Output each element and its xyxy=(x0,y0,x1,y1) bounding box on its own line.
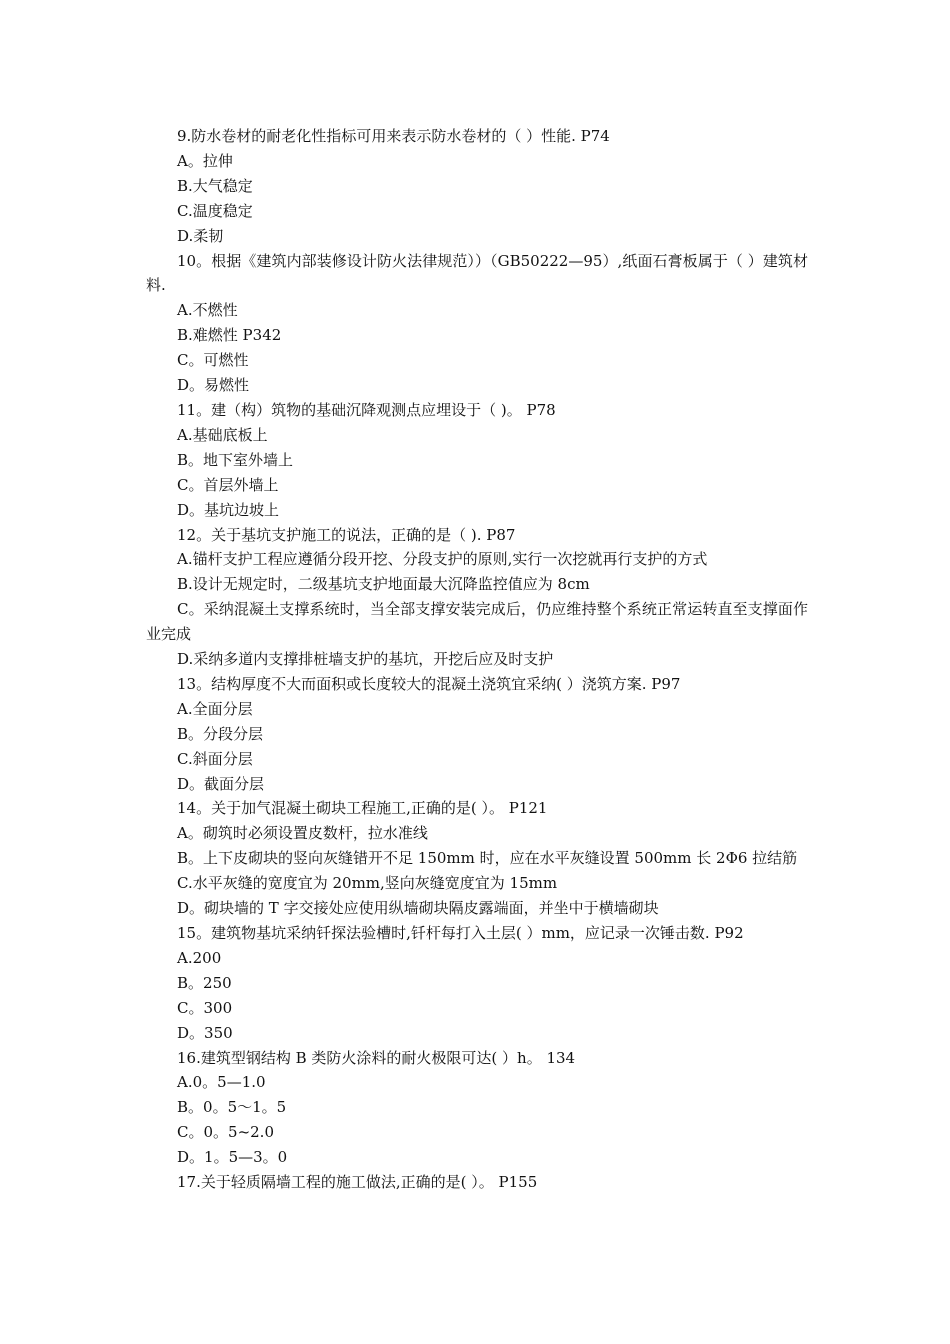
text-line: A.基础底板上 xyxy=(177,425,268,444)
text-line: 9.防水卷材的耐老化性指标可用来表示防水卷材的（ ）性能. P74 xyxy=(177,127,610,145)
text-line: A.锚杆支护工程应遵循分段开挖、分段支护的原则,实行一次挖就再行支护的方式 xyxy=(177,550,708,569)
text-line: C。可燃性 xyxy=(177,351,249,370)
text-line: B.设计无规定时，二级基坑支护地面最大沉降监控值应为 8cm xyxy=(177,575,590,594)
text-line: D。截面分层 xyxy=(177,774,265,793)
text-line: A.不燃性 xyxy=(177,301,238,320)
text-line: 13。结构厚度不大而面积或长度较大的混凝土浇筑宜采纳( ）浇筑方案. P97 xyxy=(177,674,681,693)
text-line: D.采纳多道内支撑排桩墙支护的基坑，开挖后应及时支护 xyxy=(177,650,554,669)
text-line: C.斜面分层 xyxy=(177,749,253,768)
text-line: 10。根据《建筑内部装修设计防火法律规范））（GB50222—95）,纸面石膏板属于（ ）建筑材料. xyxy=(146,251,808,295)
text-line: 14。关于加气混凝土砌块工程施工,正确的是( ）。 P121 xyxy=(177,799,548,818)
text-line: B.难燃性 P342 xyxy=(177,326,282,345)
text-line: 17.关于轻质隔墙工程的施工做法,正确的是( ）。 P155 xyxy=(177,1173,538,1192)
text-line: 15。建筑物基坑采纳钎探法验槽时,钎杆每打入土层( ）mm，应记录一次锤击数. P92 xyxy=(177,924,744,942)
text-line: C。300 xyxy=(177,998,233,1017)
text-line: D。350 xyxy=(177,1023,233,1042)
text-line: A。砌筑时必须设置皮数杆，拉水准线 xyxy=(177,824,428,843)
text-line: D。基坑边坡上 xyxy=(177,500,280,519)
text-line: C。0。5~2.0 xyxy=(177,1123,274,1142)
text-line: D.柔韧 xyxy=(177,226,224,245)
text-line: B。0。5～1。5 xyxy=(177,1098,287,1117)
document-body xyxy=(146,124,808,1195)
text-line: 16.建筑型钢结构 B 类防火涂料的耐火极限可达( ）h。 134 xyxy=(177,1048,576,1067)
text-line: C.水平灰缝的宽度宜为 20mm,竖向灰缝宽度宜为 15mm xyxy=(177,874,558,893)
text-line: B。地下室外墙上 xyxy=(177,450,294,469)
text-line: A。拉伸 xyxy=(177,151,233,170)
text-line: A.0。5—1.0 xyxy=(177,1073,266,1092)
text-line: C。首层外墙上 xyxy=(177,475,279,494)
text-line: B。250 xyxy=(177,973,232,992)
text-line: A.200 xyxy=(177,948,222,967)
text-line: D。易燃性 xyxy=(177,376,250,395)
text-line: A.全面分层 xyxy=(177,699,253,718)
text-line: B。上下皮砌块的竖向灰缝错开不足 150mm 时，应在水平灰缝设置 500mm 长 2Φ6 拉结筋 xyxy=(177,849,798,868)
text-line: D。砌块墙的 T 字交接处应使用纵墙砌块隔皮露端面，并坐中于横墙砌块 xyxy=(177,899,659,918)
text-line: 12。关于基坑支护施工的说法，正确的是（ ). P87 xyxy=(177,525,516,544)
text-line: C。采纳混凝土支撑系统时，当全部支撑安装完成后，仍应维持整个系统正常运转直至支撑面作业完成 xyxy=(146,600,808,644)
text-line: C.温度稳定 xyxy=(177,201,253,220)
text-line: 11。建（构）筑物的基础沉降观测点应埋设于（ )。 P78 xyxy=(177,400,556,419)
text-line: D。1。5—3。0 xyxy=(177,1148,288,1167)
text-line: B。分段分层 xyxy=(177,724,264,743)
text-line: B.大气稳定 xyxy=(177,176,253,195)
